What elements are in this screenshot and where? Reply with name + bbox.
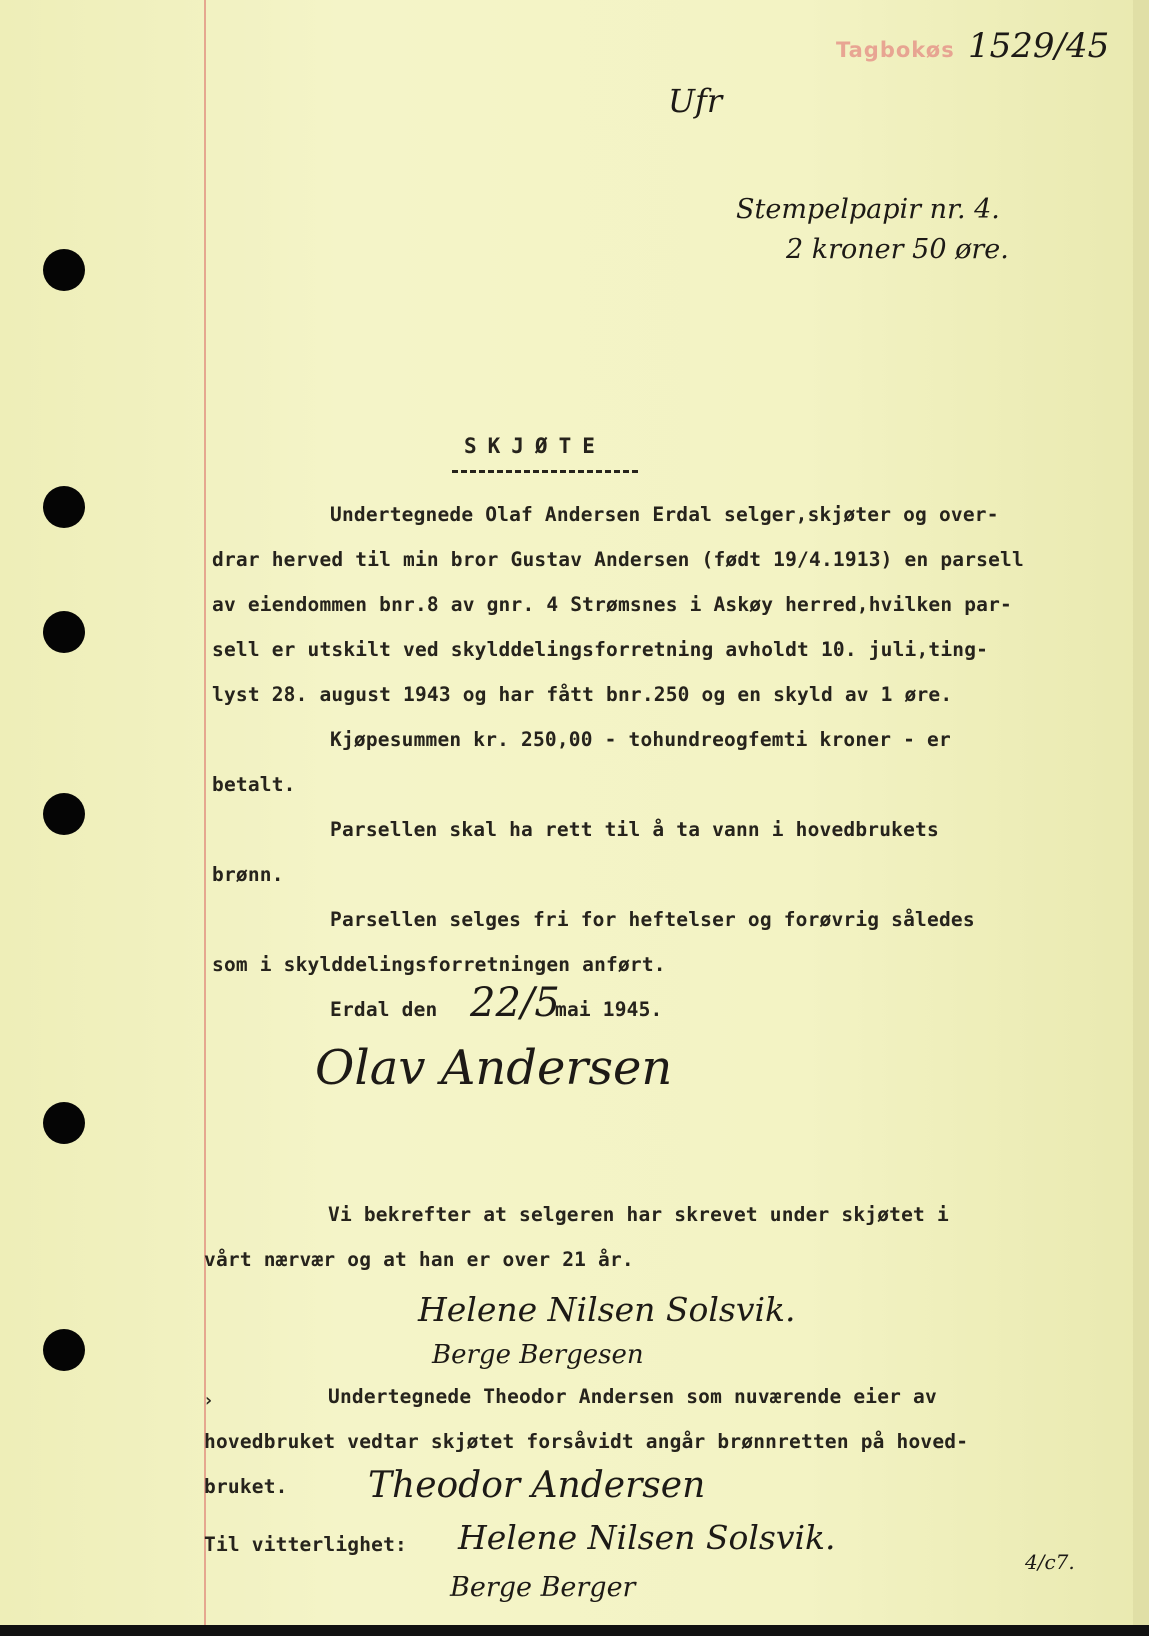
place-prefix: Erdal den [330,998,438,1021]
body-line: av eiendommen bnr.8 av gnr. 4 Strømsnes i Askøy herred,hvilken par- [212,593,1012,616]
body-line: Parsellen skal ha rett til å ta vann i hovedbrukets [330,818,939,841]
binder-hole [43,1102,85,1144]
date-suffix: mai 1945. [555,998,663,1021]
seller-signature: Olav Andersen [315,1040,673,1096]
handwritten-date: 22/5 [470,980,560,1026]
body-line: som i skylddelingsforretningen anført. [212,953,666,976]
witness-signature: Helene Nilsen Solsvik. [418,1290,796,1329]
archive-stamp: Tagbokøs [836,38,955,62]
page-edge [1133,0,1149,1636]
attestation-label: Til vitterlighet: [204,1533,407,1556]
margin-tick: › [203,1390,214,1411]
body-line: sell er utskilt ved skylddelingsforretning avholdt 10. juli,ting- [212,638,989,661]
witness-signature: Berge Bergesen [432,1340,644,1370]
page-number: 1529/45 [968,26,1110,66]
scan-border [0,1625,1149,1636]
binder-hole [43,1329,85,1371]
margin-line [204,0,206,1625]
consent-line: bruket. [204,1475,288,1498]
witness-line: vårt nærvær og at han er over 21 år. [204,1248,634,1271]
stamp-paper-line-1: Stempelpapir nr. 4. [736,194,1000,225]
body-line: lyst 28. august 1943 og har fått bnr.250 og en skyld av 1 øre. [212,683,953,706]
owner-signature: Theodor Andersen [368,1465,706,1506]
attestation-signature: Berge Berger [450,1572,636,1603]
title-underline [452,470,638,473]
body-line: Kjøpesummen kr. 250,00 - tohundreogfemti kroner - er [330,728,951,751]
handwritten-mark: Ufr [668,82,723,120]
stamp-paper-line-2: 2 kroner 50 øre. [786,234,1009,265]
corner-note: 4/c7. [1025,1550,1075,1574]
binder-hole [43,611,85,653]
binder-hole [43,486,85,528]
body-line: brønn. [212,863,284,886]
consent-line: Undertegnede Theodor Andersen som nuværende eier av [328,1385,937,1408]
document-title: SKJØTE [464,434,606,458]
body-line: Parsellen selges fri for heftelser og forøvrig således [330,908,975,931]
attestation-signature: Helene Nilsen Solsvik. [458,1518,836,1557]
body-line: drar herved til min bror Gustav Andersen (født 19/4.1913) en parsell [212,548,1024,571]
body-line: betalt. [212,773,296,796]
witness-line: Vi bekrefter at selgeren har skrevet under skjøtet i [328,1203,949,1226]
consent-line: hovedbruket vedtar skjøtet forsåvidt angår brønnretten på hoved- [204,1430,969,1453]
binder-hole [43,249,85,291]
binder-hole [43,793,85,835]
body-line: Undertegnede Olaf Andersen Erdal selger,skjøter og over- [330,503,999,526]
